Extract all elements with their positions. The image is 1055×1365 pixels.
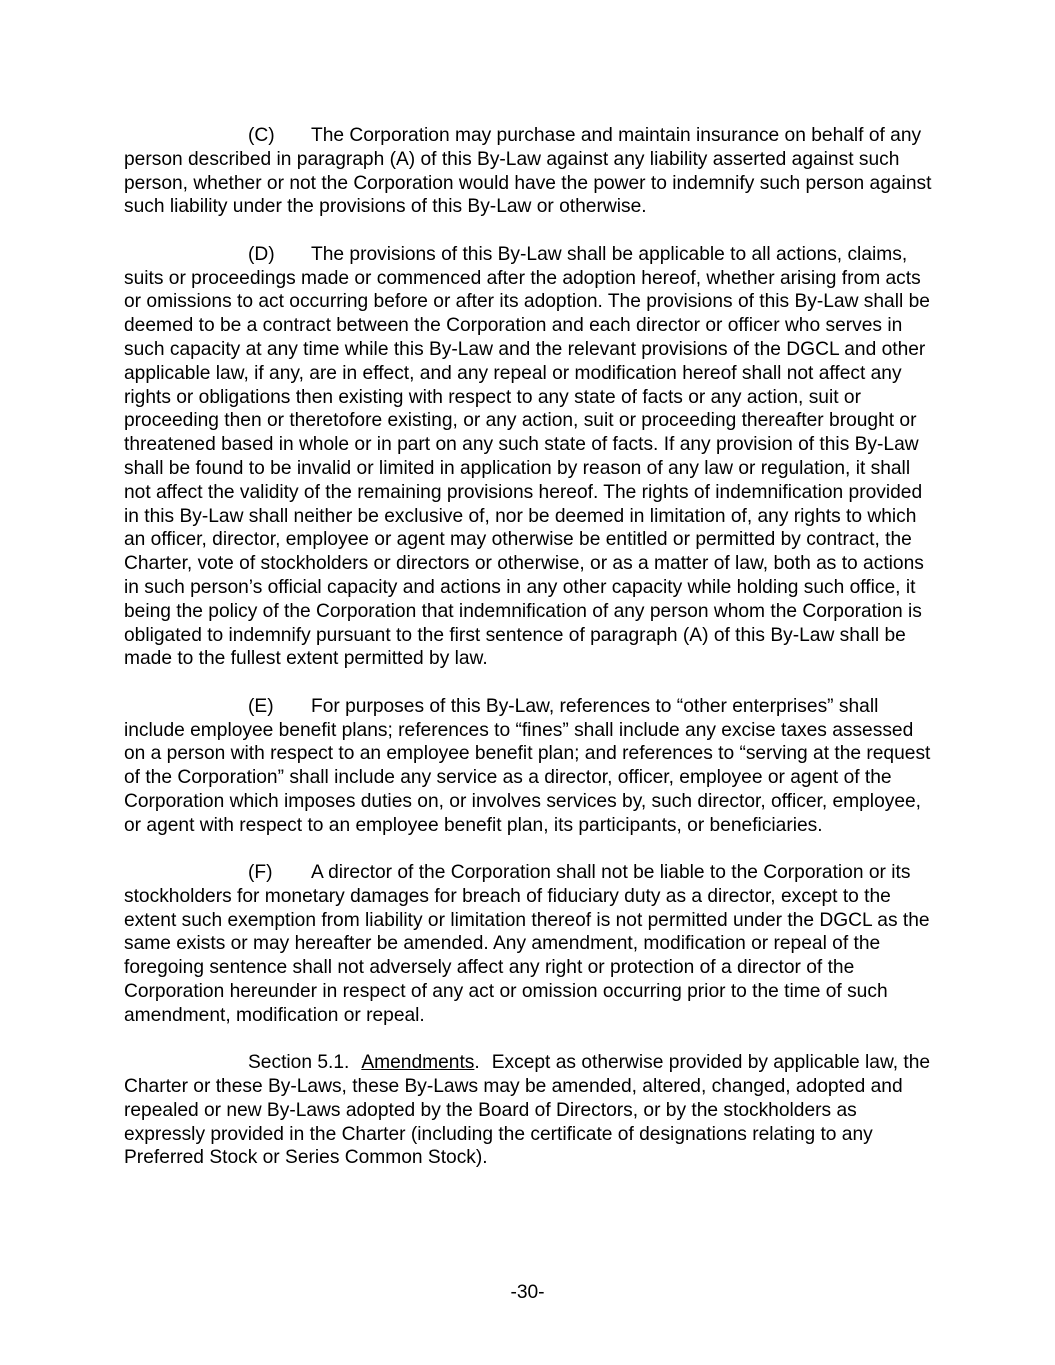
paragraph-c [124, 124, 936, 219]
page-number: -30- [510, 1282, 545, 1303]
section-5-1 [124, 1051, 936, 1170]
paragraph-text: The Corporation may purchase and maintain insurance on behalf of any person described in paragraph (A) of this By-Law against any liability asserted against such person, whether or not the Corporation would have the power to indemnify such person against such liability under the provisions of this By-Law or otherwise. [124, 125, 932, 218]
paragraph-e [124, 695, 936, 838]
paragraph-text: For purposes of this By-Law, references to “other enterprises” shall include employee benefit plans; references to “fines” shall include any excise taxes assessed on a person with respect to an employee benefit plan; and references to “serving at the request of the Corporation” shall include any service as a director, officer, employee or agent of the Corporation which imposes duties on, or involves services by, such director, officer, employee, or agent with respect to an employee benefit plan, its participants, or beneficiaries. [124, 695, 931, 836]
section-number: Section 5.1. [248, 1052, 350, 1074]
paragraph-text: The provisions of this By-Law shall be applicable to all actions, claims, suits or proceedings made or commenced after the adoption hereof, whether arising from acts or omissions to act occurring before or after its adoption. The provisions of this By-Law shall be deemed to be a contract between the Corporation and each director or officer who serves in such capacity at any time while this By-Law and the relevant provisions of the DGCL and other applicable law, if any, are in effect, and any repeal or modification hereof shall not affect any rights or obligations then existing with respect to any state of facts or any action, suit or proceeding then or theretofore existing, or any action, suit or proceeding thereafter brought or threatened based in whole or in part on any such state of facts. If any provision of this By-Law shall be found to be invalid or limited in application by reason of any law or regulation, it shall not affect the validity of the remaining provisions hereof. The rights of indemnification provided in this By-Law shall neither be exclusive of, nor be deemed in limitation of, any rights to which an officer, director, employee or agent may otherwise be entitled or permitted by contract, the Charter, vote of stockholders or directors or otherwise, or as a matter of law, both as to actions in such person’s official capacity and actions in any other capacity while holding such office, it being the policy of the Corporation that indemnification of any person whom the Corporation is obligated to indemnify pursuant to the first sentence of paragraph (A) of this By-Law shall be made to the fullest extent permitted by law. [124, 243, 930, 670]
section-heading-suffix: . [474, 1052, 480, 1074]
paragraph-label: (E) [248, 695, 274, 717]
paragraph-text: A director of the Corporation shall not be liable to the Corporation or its stockholders for monetary damages for breach of fiduciary duty as a director, except to the extent such exemption from liability or limitation thereof is not permitted under the DGCL as the same exists or may hereafter be amended. Any amendment, modification or repeal of the foregoing sentence shall not adversely affect any right or protection of a director of the Corporation hereunder in respect of any act or omission occurring prior to the time of such amendment, modification or repeal. [124, 862, 930, 1026]
paragraph-label: (D) [248, 243, 275, 265]
paragraph-label: (C) [248, 125, 275, 146]
paragraph-d [124, 243, 936, 671]
section-text: Except as otherwise provided by applicable law, the Charter or these By-Laws, these By-Laws may be amended, altered, changed, adopted and repealed or new By-Laws adopted by the Board of Directors, or by the stockholders as expressly provided in the Charter (including the certificate of designations relating to any Preferred Stock or Series Common Stock). [124, 1052, 931, 1169]
document-page [124, 124, 936, 1194]
paragraph-label: (F) [248, 862, 273, 884]
section-heading: Amendments [361, 1052, 475, 1074]
paragraph-f [124, 861, 936, 1028]
